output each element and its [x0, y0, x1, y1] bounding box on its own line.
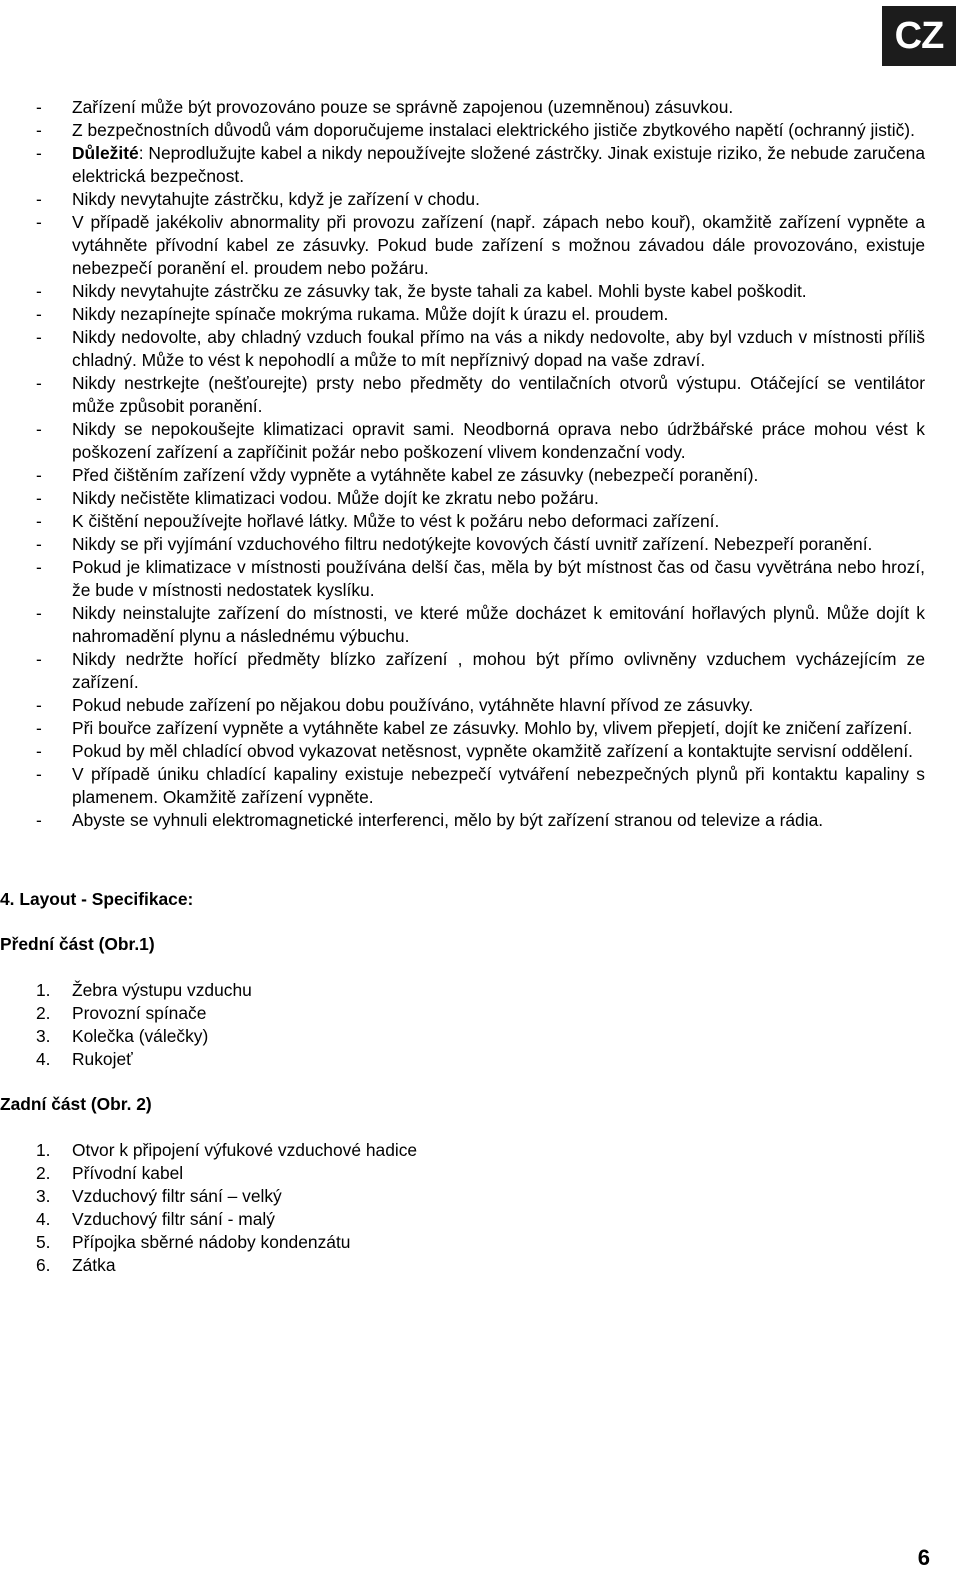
- bullet-dash: -: [36, 281, 42, 301]
- list-item-text: Abyste se vyhnuli elektromagnetické interferenci, mělo by být zařízení stranou od televize a rádia.: [72, 810, 824, 830]
- list-item-text: Nikdy nečistěte klimatizaci vodou. Může dojít ke zkratu nebo požáru.: [72, 488, 599, 508]
- list-item-text: V případě jakékoliv abnormality při provozu zařízení (např. zápach nebo kouř), okamžitě zařízení vypněte a vytáhněte přívodní kabel ze zásuvky. Pokud bude zařízení s možnou závadou dále provozováno, existuje nebezpečí poranění el. proudem nebo požáru.: [72, 212, 925, 278]
- item-number: 4.: [36, 1049, 51, 1069]
- item-number: 2.: [36, 1003, 51, 1023]
- bullet-dash: -: [36, 534, 42, 554]
- bullet-dash: -: [36, 189, 42, 209]
- list-item-text: Rukojeť: [72, 1049, 133, 1069]
- list-item-text: Nikdy nezapínejte spínače mokrýma rukama. Může dojít k úrazu el. proudem.: [72, 304, 669, 324]
- list-item: [0, 809, 925, 832]
- page-number: 6: [917, 1545, 930, 1570]
- bullet-dash: -: [36, 488, 42, 508]
- list-item-text: Zátka: [72, 1255, 116, 1275]
- list-item-text: Nikdy nedovolte, aby chladný vzduch foukal přímo na vás a nikdy nedovolte, aby byl vzduch v místnosti příliš chladný. Může to vést k nepohodlí a může to mít nepříznivý dopad na vaše zdraví.: [72, 327, 925, 370]
- item-number: 1.: [36, 1140, 51, 1160]
- list-item: [0, 211, 925, 280]
- list-item-text: Přípojka sběrné nádoby kondenzátu: [72, 1232, 351, 1252]
- list-item: [0, 717, 925, 740]
- list-item-text: Pokud by měl chladící obvod vykazovat netěsnost, vypněte okamžitě zařízení a kontaktujte servisní oddělení.: [72, 741, 914, 761]
- item-number: 3.: [36, 1186, 51, 1206]
- list-item: [0, 648, 925, 694]
- list-item-text: K čištění nepoužívejte hořlavé látky. Může to vést k požáru nebo deformaci zařízení.: [72, 511, 720, 531]
- list-item: [0, 188, 925, 211]
- list-item-text: Zařízení může být provozováno pouze se správně zapojenou (uzemněnou) zásuvkou.: [72, 97, 734, 117]
- front-part-list: [0, 979, 925, 1071]
- list-item-text: Přívodní kabel: [72, 1163, 184, 1183]
- list-item: [0, 418, 925, 464]
- bullet-dash: -: [36, 327, 42, 347]
- list-item: [0, 487, 925, 510]
- list-item: [0, 740, 925, 763]
- list-item-text: Otvor k připojení výfukové vzduchové hadice: [72, 1140, 418, 1160]
- back-part-list: [0, 1139, 925, 1277]
- list-item-text: : Neprodlužujte kabel a nikdy nepoužívejte složené zástrčky. Jinak existuje riziko, že nebude zaručena elektrická bezpečnost.: [72, 143, 925, 186]
- list-item-text: V případě úniku chladící kapaliny existuje nebezpečí vytváření nebezpečných plynů při kontaktu kapaliny s plamenem. Okamžitě zařízení vypněte.: [72, 764, 925, 807]
- safety-instructions-list: [0, 96, 925, 832]
- list-item-text: Žebra výstupu vzduchu: [72, 980, 252, 1000]
- list-item: [0, 1185, 925, 1208]
- list-item: [0, 602, 925, 648]
- bullet-dash: -: [36, 97, 42, 117]
- list-item-text: Kolečka (válečky): [72, 1026, 209, 1046]
- bullet-dash: -: [36, 649, 42, 669]
- bullet-dash: -: [36, 143, 42, 163]
- back-part-heading: Zadní část (Obr. 2): [0, 1094, 152, 1114]
- item-number: 1.: [36, 980, 51, 1000]
- list-item: [0, 1139, 925, 1162]
- bullet-dash: -: [36, 741, 42, 761]
- list-item: [0, 1048, 925, 1071]
- list-item: [0, 556, 925, 602]
- list-item-text: Nikdy nevytahujte zástrčku ze zásuvky tak, že byste tahali za kabel. Mohli byste kabel poškodit.: [72, 281, 807, 301]
- bold-label: Důležité: [72, 143, 139, 163]
- bullet-dash: -: [36, 465, 42, 485]
- list-item-text: Před čištěním zařízení vždy vypněte a vytáhněte kabel ze zásuvky (nebezpečí poranění).: [72, 465, 759, 485]
- list-item: [0, 119, 925, 142]
- list-item: [0, 533, 925, 556]
- list-item: [0, 303, 925, 326]
- bullet-dash: -: [36, 419, 42, 439]
- section-heading-layout: 4. Layout - Specifikace:: [0, 889, 194, 909]
- bullet-dash: -: [36, 373, 42, 393]
- list-item-text: Vzduchový filtr sání - malý: [72, 1209, 275, 1229]
- list-item: [0, 1025, 925, 1048]
- item-number: 4.: [36, 1209, 51, 1229]
- list-item-text: Při bouřce zařízení vypněte a vytáhněte kabel ze zásuvky. Mohlo by, vlivem přepjetí, dojít ke zničení zařízení.: [72, 718, 913, 738]
- bullet-dash: -: [36, 511, 42, 531]
- page-content: [0, 96, 925, 1277]
- item-number: 2.: [36, 1163, 51, 1183]
- bullet-dash: -: [36, 212, 42, 232]
- list-item: [0, 464, 925, 487]
- list-item: [0, 280, 925, 303]
- bullet-dash: -: [36, 603, 42, 623]
- list-item: [0, 372, 925, 418]
- list-item: [0, 510, 925, 533]
- list-item-text: Pokud nebude zařízení po nějakou dobu používáno, vytáhněte hlavní přívod ze zásuvky.: [72, 695, 754, 715]
- list-item-text: Nikdy se při vyjímání vzduchového filtru nedotýkejte kovových částí uvnitř zařízení. Nebezpeří poranění.: [72, 534, 873, 554]
- item-number: 6.: [36, 1255, 51, 1275]
- list-item-text: Nikdy nedržte hořící předměty blízko zařízení , mohou být přímo ovlivněny vzduchem vycházejícím ze zařízení.: [72, 649, 925, 692]
- bullet-dash: -: [36, 304, 42, 324]
- list-item-text: Nikdy nestrkejte (nešťourejte) prsty nebo předměty do ventilačních otvorů výstupu. Otáčející se ventilátor může způsobit poranění.: [72, 373, 925, 416]
- front-part-heading: Přední část (Obr.1): [0, 934, 155, 954]
- list-item-text: Nikdy se nepokoušejte klimatizaci opravit sami. Neodborná oprava nebo údržbářské práce mohou vést k poškození zařízení a zapříčinit požár nebo poškození vlivem kondenzační vody.: [72, 419, 925, 462]
- list-item: [0, 1208, 925, 1231]
- list-item-text: Pokud je klimatizace v místnosti používána delší čas, měla by být místnost čas od času vyvětrána nebo hrozí, že bude v místnosti nedostatek kyslíku.: [72, 557, 925, 600]
- list-item-text: Z bezpečnostních důvodů vám doporučujeme instalaci elektrického jističe zbytkového napětí (ochranný jistič).: [72, 120, 915, 140]
- list-item: [0, 142, 925, 188]
- bullet-dash: -: [36, 557, 42, 577]
- list-item: [0, 1231, 925, 1254]
- item-number: 5.: [36, 1232, 51, 1252]
- list-item-text: Nikdy neinstalujte zařízení do místnosti, ve které může docházet k emitování hořlavých plynů. Může dojít k nahromadění plynu a následnému výbuchu.: [72, 603, 925, 646]
- list-item: [0, 1254, 925, 1277]
- bullet-dash: -: [36, 718, 42, 738]
- language-badge: CZ: [882, 6, 956, 66]
- list-item: [0, 1002, 925, 1025]
- list-item: [0, 694, 925, 717]
- item-number: 3.: [36, 1026, 51, 1046]
- list-item: [0, 326, 925, 372]
- bullet-dash: -: [36, 120, 42, 140]
- list-item-text: Nikdy nevytahujte zástrčku, když je zařízení v chodu.: [72, 189, 480, 209]
- list-item-text: Provozní spínače: [72, 1003, 207, 1023]
- list-item: [0, 96, 925, 119]
- bullet-dash: -: [36, 695, 42, 715]
- bullet-dash: -: [36, 810, 42, 830]
- list-item: [0, 979, 925, 1002]
- list-item: [0, 1162, 925, 1185]
- list-item: [0, 763, 925, 809]
- bullet-dash: -: [36, 764, 42, 784]
- list-item-text: Vzduchový filtr sání – velký: [72, 1186, 282, 1206]
